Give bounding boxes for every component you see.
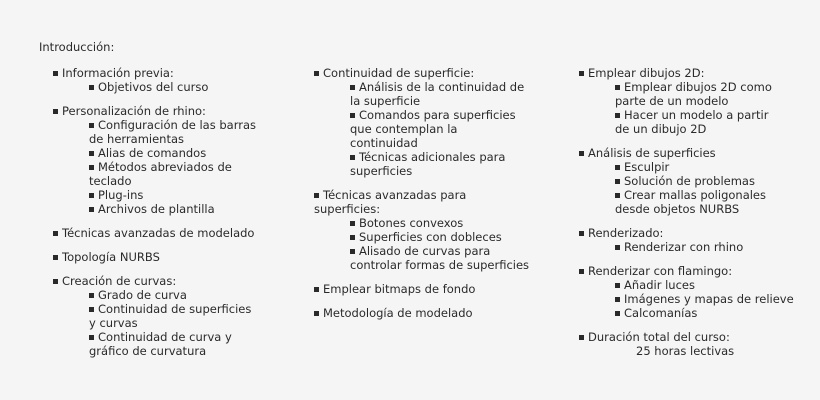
section-heading: Renderizar con flamingo:: [588, 264, 733, 278]
square-bullet-icon: [53, 109, 58, 114]
square-bullet-icon: [615, 283, 620, 288]
list-item: Técnicas adicionales para superficies: [350, 150, 506, 178]
square-bullet-icon: [350, 113, 355, 118]
square-bullet-icon: [53, 255, 58, 260]
list-item: Hacer un modelo a partir de un dibujo 2D: [615, 108, 769, 136]
square-bullet-icon: [615, 297, 620, 302]
section-heading: Creación de curvas:: [62, 274, 177, 288]
list-item: Crear mallas poligonales desde objetos NURBS: [615, 188, 767, 216]
list-item: Solución de problemas: [624, 174, 755, 188]
section-tecnicas-modelado: [53, 226, 293, 240]
square-bullet-icon: [89, 165, 94, 170]
square-bullet-icon: [89, 151, 94, 156]
column-3: [579, 66, 814, 368]
square-bullet-icon: [314, 71, 319, 76]
list-item: Esculpir: [624, 160, 670, 174]
square-bullet-icon: [579, 71, 584, 76]
section-topologia: [53, 250, 293, 264]
square-bullet-icon: [615, 165, 620, 170]
section-heading: Análisis de superficies: [588, 146, 716, 160]
list-item: Emplear dibujos 2D como parte de un modelo: [615, 80, 772, 108]
column-1: [53, 66, 293, 368]
section-flamingo: [579, 264, 814, 320]
square-bullet-icon: [89, 307, 94, 312]
square-bullet-icon: [350, 249, 355, 254]
section-bitmaps: [314, 282, 544, 296]
list-item: Comandos para superficies que contemplan la continuidad: [350, 108, 516, 150]
square-bullet-icon: [314, 193, 319, 198]
square-bullet-icon: [314, 311, 319, 316]
square-bullet-icon: [615, 179, 620, 184]
square-bullet-icon: [579, 335, 584, 340]
square-bullet-icon: [350, 85, 355, 90]
list-item: Objetivos del curso: [98, 80, 209, 94]
square-bullet-icon: [89, 193, 94, 198]
square-bullet-icon: [89, 85, 94, 90]
column-2: [314, 66, 544, 330]
list-item: Botones convexos: [359, 216, 464, 230]
section-tecnicas-superficies: [314, 188, 544, 272]
square-bullet-icon: [615, 85, 620, 90]
square-bullet-icon: [579, 269, 584, 274]
section-creacion-curvas: [53, 274, 293, 358]
list-item: Continuidad de superficies y curvas: [89, 302, 252, 330]
list-item: Calcomanías: [624, 306, 698, 320]
square-bullet-icon: [579, 151, 584, 156]
list-item: Alias de comandos: [98, 146, 207, 160]
section-analisis-superficies: [579, 146, 814, 216]
section-heading: Emplear bitmaps de fondo: [323, 282, 476, 296]
square-bullet-icon: [89, 293, 94, 298]
list-item: Imágenes y mapas de relieve: [624, 292, 794, 306]
square-bullet-icon: [53, 231, 58, 236]
section-heading: Técnicas avanzadas de modelado: [62, 226, 255, 240]
page-title: Introducción:: [39, 40, 115, 54]
list-item: Renderizar con rhino: [624, 240, 744, 254]
square-bullet-icon: [89, 207, 94, 212]
list-item: Plug-ins: [98, 188, 144, 202]
section-heading: Topología NURBS: [62, 250, 160, 264]
list-item: Alisado de curvas para controlar formas de superficies: [350, 244, 530, 272]
square-bullet-icon: [53, 71, 58, 76]
square-bullet-icon: [89, 335, 94, 340]
square-bullet-icon: [615, 113, 620, 118]
list-item: Archivos de plantilla: [98, 202, 215, 216]
section-heading: Personalización de rhino:: [62, 104, 206, 118]
square-bullet-icon: [615, 311, 620, 316]
section-heading: Técnicas avanzadas para superficies:: [314, 188, 467, 216]
square-bullet-icon: [350, 155, 355, 160]
section-heading: Emplear dibujos 2D:: [588, 66, 705, 80]
square-bullet-icon: [314, 287, 319, 292]
list-item: Métodos abreviados de teclado: [89, 160, 232, 188]
section-informacion-previa: [53, 66, 293, 94]
section-heading: Información previa:: [62, 66, 174, 80]
list-item: Superficies con dobleces: [359, 230, 502, 244]
square-bullet-icon: [615, 193, 620, 198]
duration-value: 25 horas lectivas: [636, 344, 735, 358]
list-item: Continuidad de curva y gráfico de curvatura: [89, 330, 232, 358]
section-duracion: [579, 330, 814, 358]
square-bullet-icon: [615, 245, 620, 250]
section-heading: Metodología de modelado: [323, 306, 473, 320]
square-bullet-icon: [53, 279, 58, 284]
list-item: Configuración de las barras de herramientas: [89, 118, 257, 146]
section-heading: Continuidad de superficie:: [323, 66, 475, 80]
section-renderizado: [579, 226, 814, 254]
list-item: Añadir luces: [624, 278, 695, 292]
square-bullet-icon: [350, 221, 355, 226]
list-item: Análisis de la continuidad de la superficie: [350, 80, 525, 108]
list-item: Grado de curva: [98, 288, 187, 302]
section-heading: Renderizado:: [588, 226, 664, 240]
square-bullet-icon: [579, 231, 584, 236]
section-metodologia: [314, 306, 544, 320]
square-bullet-icon: [350, 235, 355, 240]
section-heading: Duración total del curso:: [588, 330, 730, 344]
section-continuidad-superficie: [314, 66, 544, 178]
section-dibujos-2d: [579, 66, 814, 136]
square-bullet-icon: [89, 123, 94, 128]
section-personalizacion: [53, 104, 293, 216]
